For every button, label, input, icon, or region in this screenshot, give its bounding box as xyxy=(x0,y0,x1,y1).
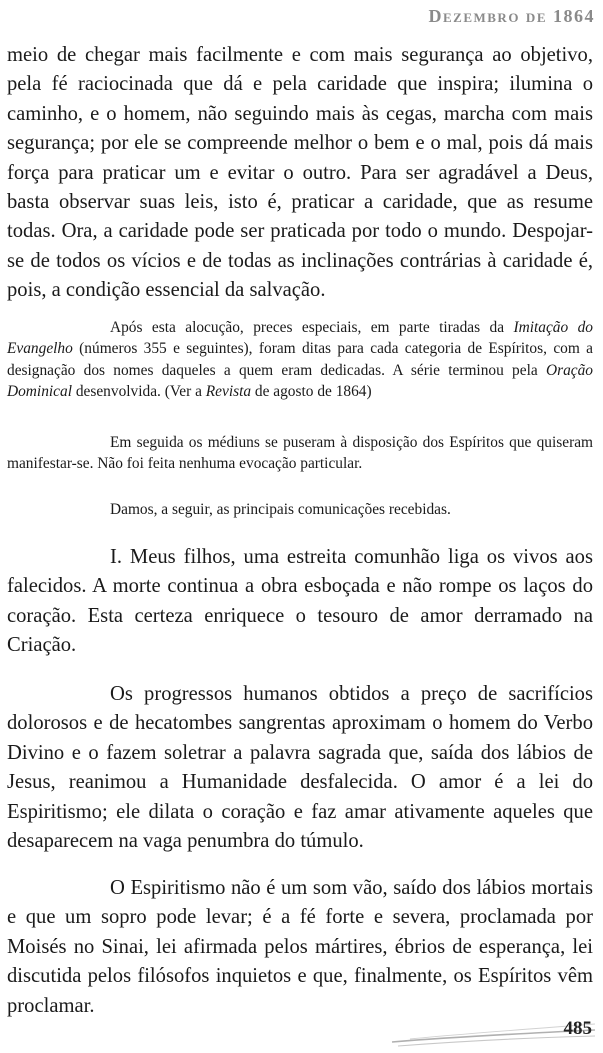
prayer-title-dominical: Oração Dominical xyxy=(7,361,593,401)
note-paragraph-mediums: Em seguida os médiuns se puseram à disposição dos Espíritos que quiseram manifestar-se. Não foi feita nenhuma evocação particular. xyxy=(7,434,593,473)
paragraph-progress: Os progressos humanos obtidos a preço de sacrifícios dolorosos e de hecatombes sangrentas aproximam o homem do Verbo Divino e o fazem soletrar a palavra sagrada que, saída dos lábios de Jesus, reanimou a Humanidade desfalecida. O amor é a lei do Espiritismo; ele dilata o coração e faz amar ativamente aqueles que desaparecem na vaga penumbra do túmulo. xyxy=(7,683,593,853)
paragraph-continuation: meio de chegar mais facilmente e com mais segurança ao objetivo, pela fé raciocinada que dá e pela caridade que inspira; ilumina o caminho, e o homem, não seguindo mais às cegas, marcha com mais segurança; por ele se compreende melhor o bem e o mal, pois dá mais força para praticar um e evitar o outro. Para ser agradável a Deus, basta observar suas leis, isto é, praticar a caridade, que as resume todas. Ora, a caridade pode ser praticada por todo o mundo. Despojar-se de todos os vícios e de todas as inclinações contrárias à caridade é, pois, a condição essencial da salvação. xyxy=(7,44,593,302)
page-footer xyxy=(390,1012,600,1050)
note-text: desenvolvida. (Ver a xyxy=(71,383,206,401)
journal-title-revista: Revista xyxy=(205,383,252,401)
running-header: Dezembro de 1864 xyxy=(428,6,595,26)
page-number: 485 xyxy=(563,1018,592,1039)
paragraph-communication-one: I. Meus filhos, uma estreita comunhão liga os vivos aos falecidos. A morte continua a obra esboçada e não rompe os laços do coração. Esta certeza enriquece o tesouro de amor derramado na Criação. xyxy=(7,546,593,657)
note-text: Após esta alocução, preces especiais, em parte tiradas da xyxy=(110,319,514,336)
note-paragraph-prayers xyxy=(7,317,593,403)
note-text: de agosto de 1864) xyxy=(251,383,372,401)
book-title-imitacao: Imitação do Evangelho xyxy=(7,319,593,358)
note-paragraph-communications: Damos, a seguir, as principais comunicações recebidas. xyxy=(110,501,451,518)
note-text: (números 355 e seguintes), foram ditas para cada categoria de Espíritos, com a designação dos nomes daqueles a quem eram dedicadas. A série terminou pela xyxy=(7,340,593,379)
paragraph-spiritism: O Espiritismo não é um som vão, saído dos lábios mortais e que um sopro pode levar; é a fé forte e severa, proclamada por Moisés no Sinai, lei afirmada pelos mártires, ébrios de esperança, lei discutida pelos filósofos inquietos e que, finalmente, os Espíritos vêm proclamar. xyxy=(7,877,593,1017)
